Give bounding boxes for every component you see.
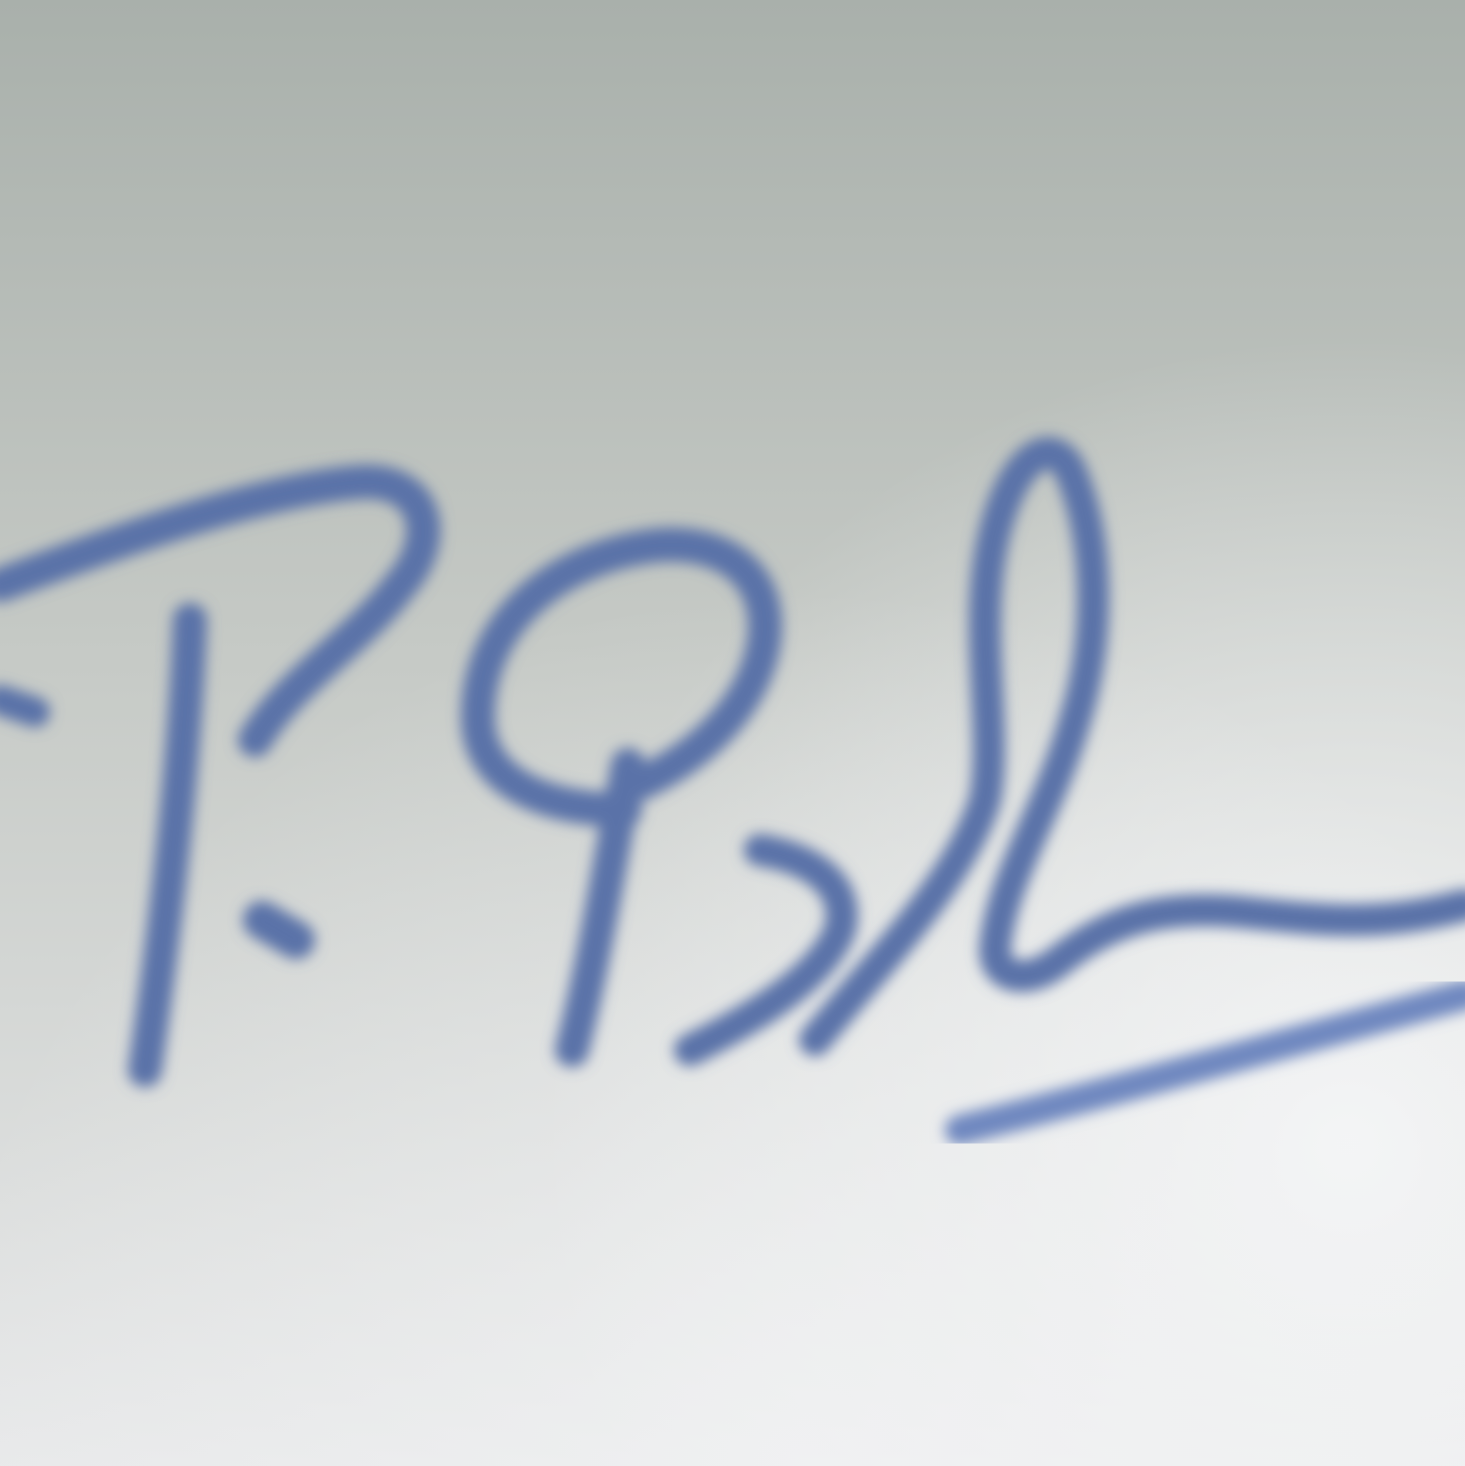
stroke-underline [960,995,1465,1130]
stroke-period [262,920,296,940]
stroke-p-stem [145,620,190,1070]
stroke-h-ascender [815,453,1465,1040]
stroke-left-tick [0,700,35,712]
stroke-p-bowl [0,482,423,740]
